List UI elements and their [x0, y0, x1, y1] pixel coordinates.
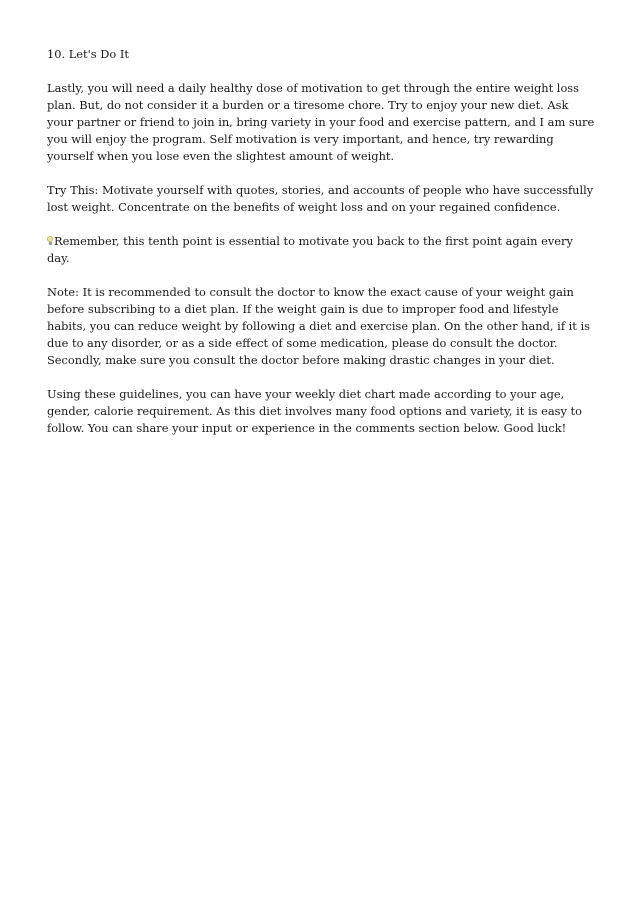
lightbulb-icon [47, 236, 53, 246]
paragraph-remember [47, 233, 597, 267]
document-page [47, 46, 597, 454]
remember-text: Remember, this tenth point is essential to motivate you back to the first point again every day. [47, 234, 573, 265]
paragraph-note: Note: It is recommended to consult the doctor to know the exact cause of your weight gain before subscribing to a diet plan. If the weight gain is due to improper food and lifestyle habits, you can reduce weight by following a diet and exercise plan. On the other hand, if it is due to any disorder, or as a side effect of some medication, please do consult the doctor. Secondly, make sure you consult the doctor before making drastic changes in your diet. [47, 285, 590, 367]
paragraph-try-this: Try This: Motivate yourself with quotes, stories, and accounts of people who have successfully lost weight. Concentrate on the benefits of weight loss and on your regained confidence. [47, 183, 594, 214]
paragraph-motivation: Lastly, you will need a daily healthy dose of motivation to get through the entire weight loss plan. But, do not consider it a burden or a tiresome chore. Try to enjoy your new diet. Ask your partner or friend to join in, bring variety in your food and exercise pattern, and I am sure you will enjoy the program. Self motivation is very important, and hence, try rewarding yourself when you lose even the slightest amount of weight. [47, 81, 595, 163]
paragraph-conclusion: Using these guidelines, you can have your weekly diet chart made according to your age, gender, calorie requirement. As this diet involves many food options and variety, it is easy to follow. You can share your input or experience in the comments section below. Good luck! [47, 387, 582, 435]
section-heading: 10. Let's Do It [47, 47, 129, 61]
